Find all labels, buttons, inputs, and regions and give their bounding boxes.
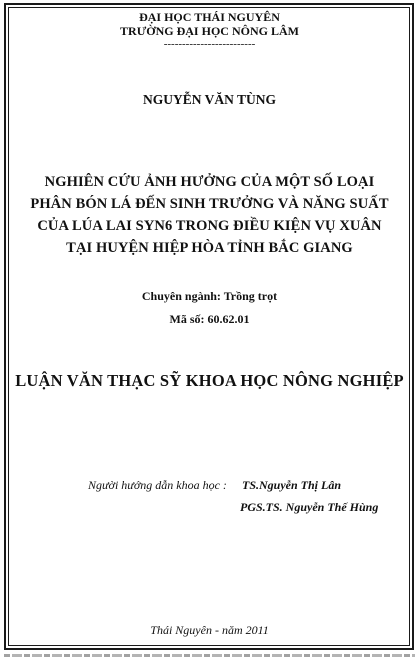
advisor-2-name: PGS.TS. Nguyễn Thế Hùng [240,500,379,514]
school-name: TRƯỜNG ĐẠI HỌC NÔNG LÂM [120,24,299,38]
major-code: Mã số: 60.62.01 [169,312,250,326]
thesis-title-line-3: CỦA LÚA LAI SYN6 TRONG ĐIỀU KIỆN VỤ XUÂN [37,218,382,234]
header-separator: ------------------------- [163,38,256,50]
advisor-label: Người hướng dẫn khoa học : [88,478,227,492]
author-name: NGUYỄN VĂN TÙNG [142,92,277,107]
advisor-1-name: TS.Nguyễn Thị Lân [242,478,342,492]
major-field: Chuyên ngành: Trồng trọt [141,289,278,303]
footer-decoration [4,654,415,657]
thesis-title-line-2: PHÂN BÓN LÁ ĐẾN SINH TRƯỞNG VÀ NĂNG SUẤT [30,196,389,212]
university-name: ĐẠI HỌC THÁI NGUYÊN [139,10,280,24]
thesis-title-line-4: TẠI HUYỆN HIỆP HÒA TỈNH BẮC GIANG [66,240,353,256]
place-and-year: Thái Nguyên - năm 2011 [150,623,269,637]
thesis-title-line-1: NGHIÊN CỨU ẢNH HƯỞNG CỦA MỘT SỐ LOẠI [44,174,375,190]
degree-title: LUẬN VĂN THẠC SỸ KHOA HỌC NÔNG NGHIỆP [15,371,404,390]
